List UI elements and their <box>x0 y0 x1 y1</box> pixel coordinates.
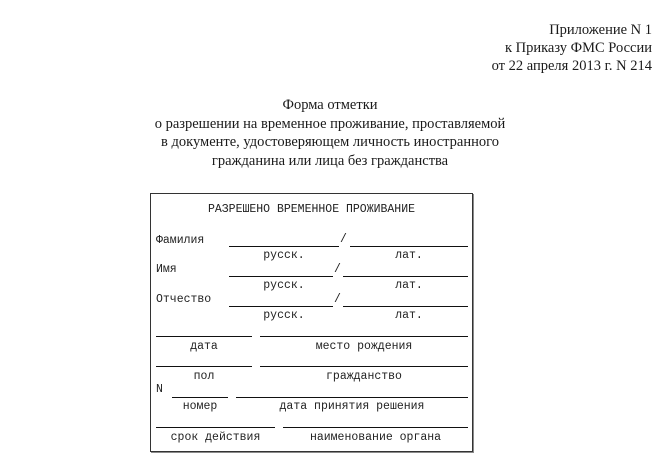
birth-date-field[interactable] <box>156 336 252 337</box>
stamp-form-box <box>150 193 473 452</box>
appendix-line-2: к Приказу ФМС России <box>504 40 652 56</box>
patronymic-separator: / <box>334 293 341 306</box>
appendix-reference <box>492 21 652 75</box>
surname-rus-field[interactable] <box>229 246 339 247</box>
citizenship-caption: гражданство <box>326 370 402 383</box>
birthplace-caption: место рождения <box>315 340 413 353</box>
patronymic-rus-caption: русск. <box>263 309 305 322</box>
permit-number-field[interactable] <box>172 397 228 398</box>
sex-caption: пол <box>193 370 215 383</box>
validity-caption: срок действия <box>170 431 261 444</box>
birth-date-caption: дата <box>190 340 218 353</box>
citizenship-field[interactable] <box>260 366 468 367</box>
heading-line-4: гражданина или лица без гражданства <box>211 152 449 169</box>
surname-separator: / <box>340 233 347 246</box>
decision-date-field[interactable] <box>236 397 468 398</box>
authority-caption: наименование органа <box>309 431 442 444</box>
surname-lat-caption: лат. <box>395 249 423 262</box>
decision-date-caption: дата принятия решения <box>279 400 425 413</box>
birthplace-field[interactable] <box>260 336 468 337</box>
patronymic-lat-field[interactable] <box>343 306 468 307</box>
appendix-line-3: от 22 апреля 2013 г. N 214 <box>491 58 652 74</box>
heading-line-2: о разрешении на временное проживание, проставляемой <box>154 115 506 132</box>
name-lat-caption: лат. <box>395 279 423 292</box>
name-separator: / <box>334 263 341 276</box>
authority-field[interactable] <box>283 427 468 428</box>
surname-label: Фамилия <box>156 234 205 247</box>
name-lat-field[interactable] <box>343 276 468 277</box>
patronymic-lat-caption: лат. <box>395 309 423 322</box>
name-rus-caption: русск. <box>263 279 305 292</box>
form-heading <box>100 96 560 170</box>
name-label: Имя <box>156 263 177 276</box>
sex-field[interactable] <box>156 366 252 367</box>
heading-line-1: Форма отметки <box>282 97 378 113</box>
stamp-title: РАЗРЕШЕНО ВРЕМЕННОЕ ПРОЖИВАНИЕ <box>207 203 416 216</box>
permit-number-caption: номер <box>182 400 218 413</box>
patronymic-label: Отчество <box>156 293 212 306</box>
name-rus-field[interactable] <box>229 276 333 277</box>
surname-rus-caption: русск. <box>263 249 305 262</box>
heading-line-3: в документе, удостоверяющем личность иностранного <box>161 134 499 150</box>
appendix-line-1: Приложение N 1 <box>549 22 652 38</box>
surname-lat-field[interactable] <box>350 246 468 247</box>
number-prefix: N <box>156 383 163 396</box>
validity-field[interactable] <box>156 427 275 428</box>
patronymic-rus-field[interactable] <box>229 306 333 307</box>
